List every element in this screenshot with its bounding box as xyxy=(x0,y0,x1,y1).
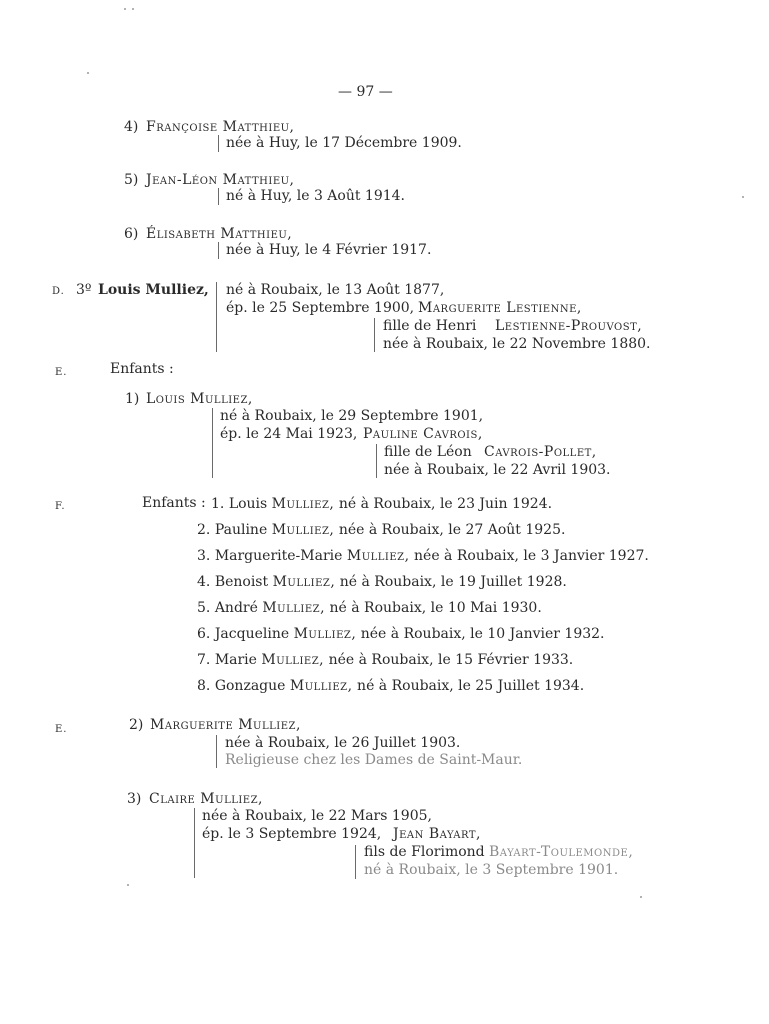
child-detail: née à Huy, le 4 Février 1917. xyxy=(226,242,432,258)
list-item: 4. Benoist Mulliez, né à Roubaix, le 19 Juillet 1928. xyxy=(197,574,567,590)
birth-line: né à Roubaix, le 29 Septembre 1901, xyxy=(220,408,484,424)
spouse-birth: née à Roubaix, le 22 Avril 1903. xyxy=(384,462,611,478)
list-item: 3. Marguerite-Marie Mulliez, née à Roubaix, le 3 Janvier 1927. xyxy=(197,548,649,564)
child-detail: né à Huy, le 3 Août 1914. xyxy=(226,188,406,204)
birth-line: né à Roubaix, le 13 Août 1877, xyxy=(226,282,445,298)
list-item: 2. Pauline Mulliez, née à Roubaix, le 27 Août 1925. xyxy=(197,522,566,538)
bracket-line xyxy=(216,282,217,352)
entry-number: 1) xyxy=(125,391,140,407)
spouse-parent-prefix: fils de Florimond xyxy=(364,844,485,860)
entry-name: Louis Mulliez, xyxy=(146,391,253,407)
spouse-parent-prefix: fille de Léon xyxy=(384,444,472,460)
scan-speck xyxy=(124,8,126,10)
marriage-line: ép. le 25 Septembre 1900, xyxy=(226,300,415,316)
scan-speck xyxy=(87,72,89,74)
spouse-parent: Lestienne-Prouvost, xyxy=(495,318,643,334)
entry-name: Louis Mulliez, xyxy=(98,282,209,298)
entry-name: Claire Mulliez, xyxy=(149,791,263,807)
entry-name: Marguerite Mulliez, xyxy=(150,717,301,733)
bracket-line xyxy=(218,188,219,205)
spouse-name: Marguerite Lestienne, xyxy=(418,300,582,316)
generation-letter: F. xyxy=(55,501,66,512)
spouse-parent: Cavrois-Pollet, xyxy=(484,444,597,460)
bracket-line xyxy=(218,135,219,152)
scan-speck xyxy=(127,884,129,886)
bracket-line xyxy=(218,242,219,259)
spouse-parent: Bayart-Toulemonde, xyxy=(489,844,634,860)
spouse-birth: née à Roubaix, le 22 Novembre 1880. xyxy=(383,336,651,352)
bracket-line xyxy=(216,735,217,768)
list-item: 5. André Mulliez, né à Roubaix, le 10 Mai 1930. xyxy=(197,600,542,616)
generation-letter: D. xyxy=(52,286,65,297)
entry-number: 2) xyxy=(129,717,144,733)
bracket-line xyxy=(212,408,213,478)
marriage-line: ép. le 3 Septembre 1924, xyxy=(202,826,382,842)
child-name: Élisabeth Matthieu, xyxy=(146,226,293,242)
scan-speck xyxy=(640,896,642,898)
page-number: — 97 — xyxy=(338,84,393,100)
entry-number: 3) xyxy=(127,791,142,807)
enfants-heading: Enfants : xyxy=(110,361,174,377)
bracket-line xyxy=(194,808,195,878)
scan-speck xyxy=(132,8,134,10)
spouse-name: Jean Bayart, xyxy=(393,826,481,842)
enfants-heading: Enfants : xyxy=(142,495,206,511)
birth-line: née à Roubaix, le 22 Mars 1905, xyxy=(202,808,432,824)
child-number: 6) xyxy=(124,226,139,242)
scan-speck xyxy=(742,196,744,198)
child-detail: née à Huy, le 17 Décembre 1909. xyxy=(226,135,462,151)
child-number: 5) xyxy=(124,172,139,188)
child-name: Jean-Léon Matthieu, xyxy=(146,172,295,188)
marriage-line: ép. le 24 Mai 1923, xyxy=(220,426,358,442)
list-item: 8. Gonzague Mulliez, né à Roubaix, le 25 Juillet 1934. xyxy=(197,678,585,694)
generation-letter: E. xyxy=(55,724,68,735)
bracket-line xyxy=(374,318,375,352)
list-item: 7. Marie Mulliez, née à Roubaix, le 15 Février 1933. xyxy=(197,652,574,668)
birth-line: née à Roubaix, le 26 Juillet 1903. xyxy=(225,735,461,751)
spouse-parent-prefix: fille de Henri xyxy=(383,318,477,334)
bracket-line xyxy=(376,444,377,478)
spouse-birth: né à Roubaix, le 3 Septembre 1901. xyxy=(364,862,619,878)
list-item: 6. Jacqueline Mulliez, née à Roubaix, le 10 Janvier 1932. xyxy=(197,626,605,642)
bracket-line xyxy=(355,845,356,879)
entry-number: 3º xyxy=(76,282,92,298)
child-number: 4) xyxy=(124,119,139,135)
spouse-name: Pauline Cavrois, xyxy=(363,426,483,442)
list-item: 1. Louis Mulliez, né à Roubaix, le 23 Juin 1924. xyxy=(211,496,553,512)
generation-letter: E. xyxy=(55,367,68,378)
child-name: Françoise Matthieu, xyxy=(146,119,295,135)
note-line: Religieuse chez les Dames de Saint-Maur. xyxy=(225,752,523,768)
